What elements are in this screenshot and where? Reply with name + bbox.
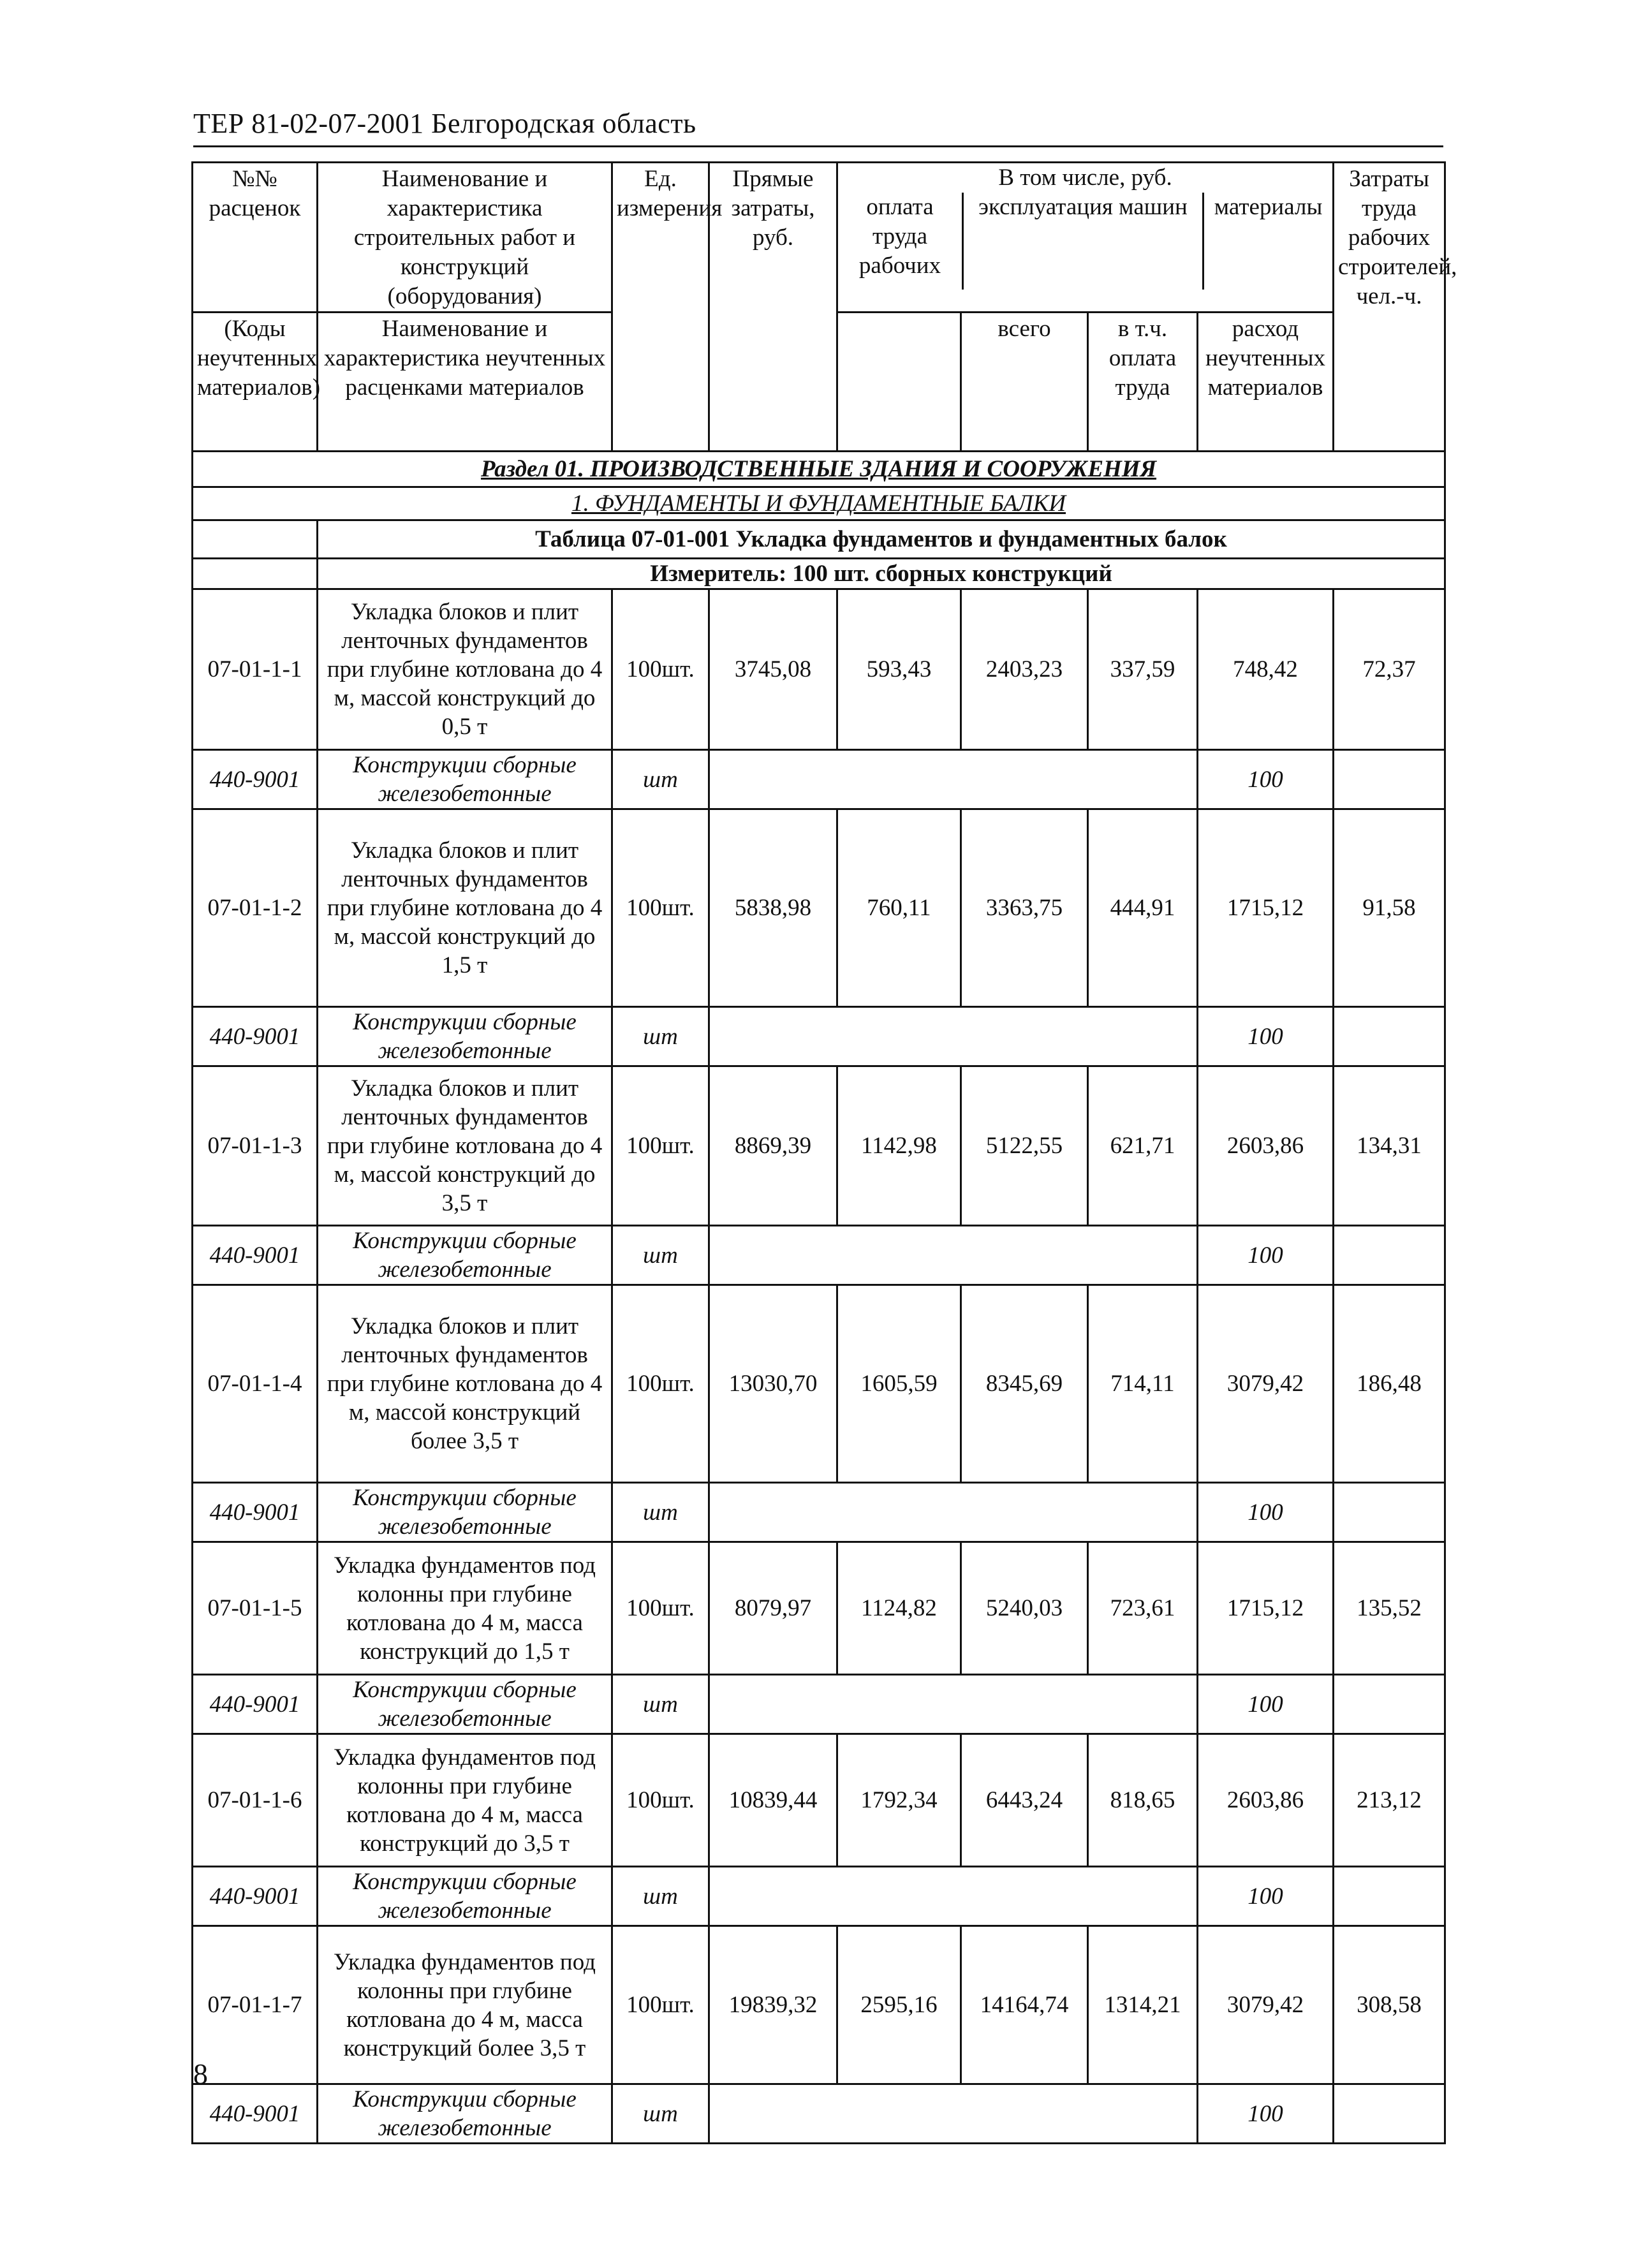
material-blank [709,750,1198,809]
direct-cost: 13030,70 [709,1285,837,1483]
rate-unit: 100шт. [612,1066,709,1226]
header-including-subcols [838,193,1332,290]
material-name: Конструкции сборные железобетонные [318,1675,612,1734]
rate-code: 07-01-1-2 [193,809,318,1007]
rate-code: 07-01-1-7 [193,1926,318,2084]
material-name: Конструкции сборные железобетонные [318,1226,612,1285]
header-machines: эксплуатация машин [964,193,1204,290]
material-labor-blank [1334,1483,1445,1542]
material-code: 440-9001 [193,1867,318,1926]
machines-cost: 2403,23 [961,589,1088,750]
machines-cost: 5240,03 [961,1542,1088,1675]
rate-code: 07-01-1-6 [193,1734,318,1867]
material-quantity: 100 [1198,2084,1334,2144]
machines-wages-cost: 1314,21 [1088,1926,1198,2084]
material-blank [709,1007,1198,1066]
material-labor-blank [1334,1675,1445,1734]
table-title: Таблица 07-01-001 Укладка фундаментов и фундаментных балок [318,520,1445,559]
wages-cost: 1605,59 [837,1285,961,1483]
material-row [193,1675,1445,1734]
material-unit: шт [612,1483,709,1542]
rate-unit: 100шт. [612,589,709,750]
table-row [193,589,1445,750]
wages-cost: 1142,98 [837,1066,961,1226]
labor-hours: 134,31 [1334,1066,1445,1226]
wages-cost: 593,43 [837,589,961,750]
section-title: Раздел 01. ПРОИЗВОДСТВЕННЫЕ ЗДАНИЯ И СООРУЖЕНИЯ [193,452,1445,487]
machines-cost: 8345,69 [961,1285,1088,1483]
header-name: Наименование и характеристика строительных работ и конструкций (оборудования) [318,163,612,313]
table-row [193,809,1445,1007]
direct-cost: 8869,39 [709,1066,837,1226]
labor-hours: 72,37 [1334,589,1445,750]
materials-cost: 1715,12 [1198,1542,1334,1675]
rate-description: Укладка блоков и плит ленточных фундаментов при глубине котлована до 4 м, массой конструкций более 3,5 т [318,1285,612,1483]
machines-wages-cost: 723,61 [1088,1542,1198,1675]
labor-hours: 186,48 [1334,1285,1445,1483]
subsection-row [193,487,1445,520]
material-labor-blank [1334,1226,1445,1285]
material-name: Конструкции сборные железобетонные [318,1867,612,1926]
section-row [193,452,1445,487]
material-labor-blank [1334,1007,1445,1066]
table-row [193,1285,1445,1483]
material-code: 440-9001 [193,1483,318,1542]
direct-cost: 10839,44 [709,1734,837,1867]
direct-cost: 3745,08 [709,589,837,750]
material-blank [709,1675,1198,1734]
header-materials: материалы [1214,194,1323,220]
material-unit: шт [612,750,709,809]
labor-hours: 135,52 [1334,1542,1445,1675]
materials-cost: 2603,86 [1198,1734,1334,1867]
header-name-materials: Наименование и характеристика неучтенных расценками материалов [318,313,612,452]
material-row [193,1007,1445,1066]
table-row [193,1734,1445,1867]
materials-cost: 748,42 [1198,589,1334,750]
material-unit: шт [612,1675,709,1734]
machines-cost: 3363,75 [961,809,1088,1007]
header-including-group [837,163,1334,313]
material-unit: шт [612,2084,709,2144]
header-labor: Затраты труда рабочих строителей, чел.-ч. [1334,163,1445,452]
table-title-row [193,520,1445,559]
material-labor-blank [1334,2084,1445,2144]
material-code: 440-9001 [193,750,318,809]
material-code: 440-9001 [193,2084,318,2144]
materials-cost: 3079,42 [1198,1926,1334,2084]
material-code: 440-9001 [193,1007,318,1066]
rate-unit: 100шт. [612,809,709,1007]
material-labor-blank [1334,1867,1445,1926]
header-direct: Прямые затраты, руб. [709,163,837,452]
header-code: №№ расценок [193,163,318,313]
material-quantity: 100 [1198,1867,1334,1926]
header-machines-total: всего [961,313,1088,452]
material-name: Конструкции сборные железобетонные [318,1483,612,1542]
direct-cost: 8079,97 [709,1542,837,1675]
material-quantity: 100 [1198,1675,1334,1734]
header-wages: оплата труда рабочих [838,193,964,290]
header-code-materials: (Коды неучтенных материалов) [193,313,318,452]
rate-description: Укладка фундаментов под колонны при глубине котлована до 4 м, масса конструкций до 1,5 т [318,1542,612,1675]
rate-unit: 100шт. [612,1542,709,1675]
running-header: ТЕР 81-02-07-2001 Белгородская область [193,108,696,139]
material-name: Конструкции сборные железобетонные [318,2084,612,2144]
materials-cost: 2603,86 [1198,1066,1334,1226]
direct-cost: 19839,32 [709,1926,837,2084]
wages-cost: 1792,34 [837,1734,961,1867]
header-blank [837,313,961,452]
direct-cost: 5838,98 [709,809,837,1007]
machines-cost: 6443,24 [961,1734,1088,1867]
material-quantity: 100 [1198,750,1334,809]
machines-wages-cost: 714,11 [1088,1285,1198,1483]
rate-description: Укладка блоков и плит ленточных фундаментов при глубине котлована до 4 м, массой конструкций до 1,5 т [318,809,612,1007]
machines-cost: 5122,55 [961,1066,1088,1226]
material-code: 440-9001 [193,1675,318,1734]
header-including: В том числе, руб. [998,165,1172,191]
material-quantity: 100 [1198,1007,1334,1066]
material-row [193,2084,1445,2144]
table-row [193,1926,1445,2084]
wages-cost: 1124,82 [837,1542,961,1675]
rate-code: 07-01-1-3 [193,1066,318,1226]
material-name: Конструкции сборные железобетонные [318,1007,612,1066]
measure-row [193,559,1445,589]
rates-table [191,161,1457,2144]
table-row [193,1542,1445,1675]
rate-description: Укладка фундаментов под колонны при глубине котлована до 4 м, масса конструкций более 3,5 т [318,1926,612,2084]
rate-unit: 100шт. [612,1734,709,1867]
material-row [193,1867,1445,1926]
wages-cost: 760,11 [837,809,961,1007]
rate-code: 07-01-1-1 [193,589,318,750]
measure-label: Измеритель: 100 шт. сборных конструкций [318,559,1445,589]
rate-unit: 100шт. [612,1285,709,1483]
machines-wages-cost: 818,65 [1088,1734,1198,1867]
page-number: 8 [193,2058,208,2090]
header-unit: Ед. измерения [612,163,709,452]
machines-cost: 14164,74 [961,1926,1088,2084]
material-blank [709,1483,1198,1542]
material-row [193,1483,1445,1542]
material-row [193,1226,1445,1285]
rate-description: Укладка блоков и плит ленточных фундаментов при глубине котлована до 4 м, массой конструкций до 0,5 т [318,589,612,750]
header-row-top [193,163,1445,313]
material-row [193,750,1445,809]
rate-code: 07-01-1-4 [193,1285,318,1483]
material-name: Конструкции сборные железобетонные [318,750,612,809]
wages-cost: 2595,16 [837,1926,961,2084]
material-unit: шт [612,1007,709,1066]
material-code: 440-9001 [193,1226,318,1285]
machines-wages-cost: 444,91 [1088,809,1198,1007]
header-materials-consumption: расход неучтенных материалов [1198,313,1334,452]
material-quantity: 100 [1198,1483,1334,1542]
rate-description: Укладка блоков и плит ленточных фундаментов при глубине котлована до 4 м, массой конструкций до 3,5 т [318,1066,612,1226]
rate-description: Укладка фундаментов под колонны при глубине котлована до 4 м, масса конструкций до 3,5 т [318,1734,612,1867]
table-row [193,1066,1445,1226]
machines-wages-cost: 337,59 [1088,589,1198,750]
labor-hours: 91,58 [1334,809,1445,1007]
labor-hours: 308,58 [1334,1926,1445,2084]
material-unit: шт [612,1226,709,1285]
subsection-title: 1. ФУНДАМЕНТЫ И ФУНДАМЕНТНЫЕ БАЛКИ [193,487,1445,520]
machines-wages-cost: 621,71 [1088,1066,1198,1226]
material-unit: шт [612,1867,709,1926]
materials-cost: 3079,42 [1198,1285,1334,1483]
header-rule [193,145,1443,147]
material-quantity: 100 [1198,1226,1334,1285]
materials-cost: 1715,12 [1198,809,1334,1007]
labor-hours: 213,12 [1334,1734,1445,1867]
rate-unit: 100шт. [612,1926,709,2084]
material-blank [709,1867,1198,1926]
material-blank [709,1226,1198,1285]
rate-code: 07-01-1-5 [193,1542,318,1675]
material-labor-blank [1334,750,1445,809]
header-machines-wages: в т.ч. оплата труда [1088,313,1198,452]
material-blank [709,2084,1198,2144]
